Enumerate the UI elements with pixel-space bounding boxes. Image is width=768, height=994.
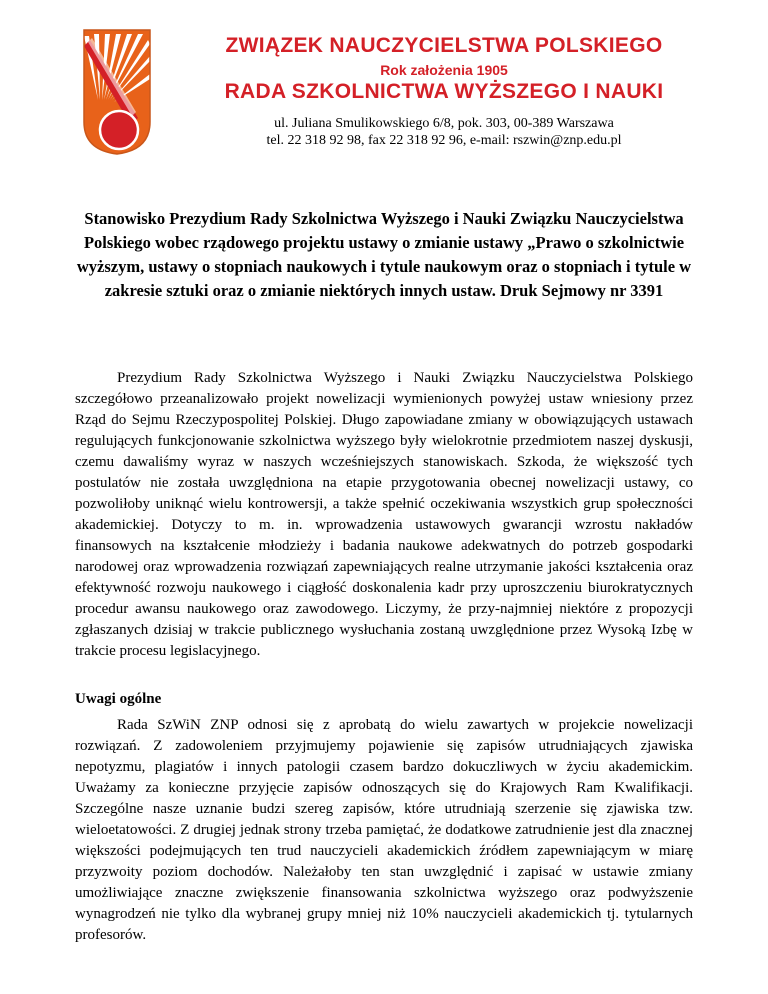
znp-emblem-icon [78, 26, 156, 156]
intro-paragraph: Prezydium Rady Szkolnictwa Wyższego i Nauki Związku Nauczycielstwa Polskiego szczegółowo przeanalizowało projekt nowelizacji wymienionych powyżej ustaw wniesiony przez Rząd do Sejmu Rzeczypospolitej Polskiej. Długo zapowiadane zmiany w obowiązujących ustawach regulujących funkcjonowanie szkolnictwa wyższego były wielokrotnie przedmiotem naszej dyskusji, czemu dawaliśmy wyraz w naszych wcześniejszych stanowiskach. Szkoda, że większość tych postulatów nie została uwzględniona na etapie przygotowania obecnej nowelizacji ustawy, co pozwoliłoby uniknąć wielu kontrowersji, a także spełnić oczekiwania wszystkich grup społeczności akademickiej. Dotyczy to m. in. wprowadzenia ustawowych gwarancji wzrostu nakładów finansowych na kształcenie młodzieży i badania naukowe adekwatnych do potrzeb gospodarki narodowej oraz wprowadzenia rozwiązań zapewniających realne utrzymanie jakości kształcenia oraz efektywność rozwoju naukowego i ciągłość doskonalenia kadr przy uproszczeniu biurokratycznych procedur awansu naukowego oraz zawodowego. Liczymy, że przy-najmniej niektóre z propozycji zgłaszanych dzisiaj w trakcie publicznego wysłuchania zostaną uwzględnione przez Wysoką Izbę w trakcie procesu legislacyjnego. [75, 370, 693, 659]
org-name: ZWIĄZEK NAUCZYCIELSTWA POLSKIEGO [225, 34, 663, 57]
section-heading: Uwagi ogólne [75, 691, 162, 707]
founded-year: Rok założenia 1905 [380, 62, 508, 78]
council-name: RADA SZKOLNICTWA WYŻSZEGO I NAUKI [224, 80, 664, 103]
contact-line: tel. 22 318 92 98, fax 22 318 92 96, e-mail: rszwin@znp.edu.pl [266, 133, 622, 148]
address-line: ul. Juliana Smulikowskiego 6/8, pok. 303, 00-389 Warszawa [274, 116, 614, 131]
document-title: Stanowisko Prezydium Rady Szkolnictwa Wyższego i Nauki Związku Nauczycielstwa Polskiego wobec rządowego projektu ustawy o zmianie ustawy „Prawo o szkolnictwie wyższym, ustawy o stopniach naukowych i tytule naukowym oraz o stopniach i tytule w zakresie sztuki oraz o zmianie niektórych innych ustaw. Druk Sejmowy nr 3391 [76, 209, 692, 300]
znp-logo [78, 26, 156, 156]
general-remarks-paragraph: Rada SzWiN ZNP odnosi się z aprobatą do wielu zawartych w projekcie nowelizacji rozwiązań. Z zadowoleniem przyjmujemy pojawienie się zapisów utrudniających zjawiska nepotyzmu, plagiatów i innych patologii czasem bardzo dokuczliwych w życiu akademickim. Uważamy za konieczne przyjęcie zapisów odnoszących się do Krajowych Ram Kwalifikacji. Szczególne nasze uznanie budzi szereg zapisów, które utrudniają szerzenie się zjawiska tzw. wieloetatowości. Z drugiej jednak strony trzeba pamiętać, że dodatkowe zatrudnienie jest dla znacznej większości podejmujących ten trud nauczycieli akademickich źródłem zapewniającym w miarę przyzwoity poziom dochodów. Należałoby ten stan uwzględnić i zapisać w ustawie zmiany umożliwiające znaczne zwiększenie finansowania szkolnictwa wyższego oraz podwyższenie wynagrodzeń nie tylko dla wybranej grupy mniej niż 10% nauczycieli akademickich tj. tytularnych profesorów. [75, 717, 693, 943]
